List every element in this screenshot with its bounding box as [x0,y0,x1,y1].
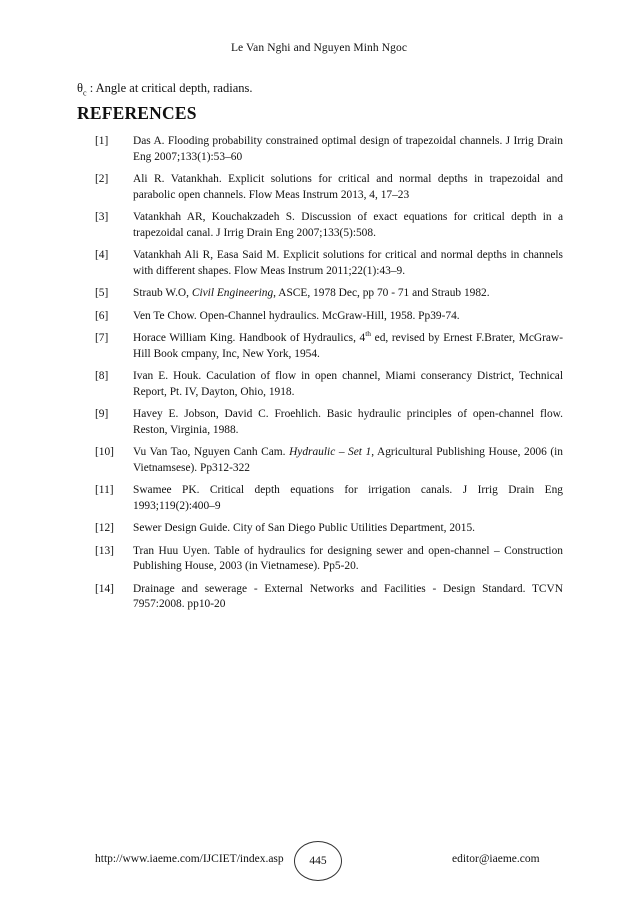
reference-text-post: , ASCE, 1978 Dec, pp 70 - 71 and Straub 1982. [273,287,490,299]
reference-text: Vatankhah AR, Kouchakzadeh S. Discussion of exact equations for critical depth in a trapezoidal canal. J Irrig Drain Eng 2007;133(5):508. [133,211,563,239]
reference-number: [6] [95,309,109,322]
reference-text: Tran Huu Uyen. Table of hydraulics for designing sewer and open-channel – Construction Publishing House, 2003 (in Vietnamese). Pp5-20. [133,544,563,572]
reference-number: [5] [95,287,109,299]
reference-item [95,582,563,613]
reference-item [95,407,563,438]
reference-item [95,248,563,279]
reference-number: [14] [95,582,114,595]
reference-text: Swamee PK. Critical depth equations for irrigation canals. J Irrig Drain Eng 1993;119(2):400–9 [133,484,563,512]
reference-text [133,331,563,362]
reference-item [95,544,563,575]
reference-title-italic: Hydraulic – Set 1 [289,446,372,458]
reference-number: [13] [95,544,114,557]
reference-text: Sewer Design Guide. City of San Diego Public Utilities Department, 2015. [133,522,475,534]
reference-number: [3] [95,211,109,223]
references-heading: REFERENCES [77,103,197,123]
reference-text-post: ed, revised by Ernest F.Brater, McGraw-Hill Book cmpany, Inc, New York, 1954. [133,332,563,360]
footer-email-link[interactable]: editor@iaeme.com [452,853,540,865]
reference-item [95,369,563,400]
reference-number: [1] [95,135,109,147]
reference-number: [12] [95,522,114,534]
reference-item [95,210,563,241]
reference-text-post: , Agricultural Publishing House, 2006 (in Vietnamsese). Pp312-322 [133,446,563,474]
reference-number: [9] [95,408,109,420]
reference-list [95,134,563,620]
reference-item [95,309,563,325]
footer-url-link[interactable]: http://www.iaeme.com/IJCIET/index.asp [95,853,284,865]
running-header: Le Van Nghi and Nguyen Minh Ngoc [230,42,408,54]
reference-text-pre: Horace William King. Handbook of Hydraulics, 4 [133,332,366,344]
reference-text-pre: Straub W.O, [133,287,192,299]
reference-text: Ali R. Vatankhah. Explicit solutions for critical and normal depths in trapezoidal and parabolic open channels. Flow Meas Instrum 2013, 4, 17–23 [133,173,563,201]
reference-number: [8] [95,370,109,382]
reference-text: Ven Te Chow. Open-Channel hydraulics. McGraw-Hill, 1958. Pp39-74. [133,309,460,322]
reference-text: Das A. Flooding probability constrained optimal design of trapezoidal channels. J Irrig Drain Eng 2007;133(1):53–60 [133,135,563,163]
reference-title-italic: Civil Engineering [191,287,274,299]
reference-text: Havey E. Jobson, David C. Froehlich. Basic hydraulic principles of open-channel flow. Reston, Virginia, 1988. [133,408,563,436]
definition-symbol: θ [77,81,83,95]
reference-text-pre: Vu Van Tao, Nguyen Canh Cam. [133,446,290,458]
reference-item [95,483,563,514]
reference-text: Drainage and sewerage - External Networks and Facilities - Design Standard. TCVN 7957:2008. pp10-20 [133,582,563,610]
reference-item [95,134,563,165]
reference-text: Ivan E. Houk. Caculation of flow in open channel, Miami conserancy District, Technical Report, Pt. IV, Dayton, Ohio, 1918. [133,370,563,398]
reference-item [95,521,563,537]
page-number: 445 [309,855,327,867]
reference-text [133,286,563,302]
reference-item [95,172,563,203]
reference-item [95,286,563,302]
reference-number: [7] [95,332,109,344]
definition-subscript: c [83,88,87,98]
reference-superscript: th [365,329,372,339]
reference-text: Vatankhah Ali R, Easa Said M. Explicit solutions for critical and normal depths in channels with different shapes. Flow Meas Instrum 2011;22(1):43–9. [133,249,563,277]
reference-number: [2] [95,173,109,185]
symbol-definition [77,81,252,98]
reference-item [95,331,563,362]
reference-item [95,445,563,476]
reference-number: [4] [95,249,109,261]
definition-text: : Angle at critical depth, radians. [86,81,253,95]
page-number-badge [294,841,342,881]
reference-number: [11] [95,484,114,496]
reference-number: [10] [95,446,114,458]
reference-text [133,445,563,476]
